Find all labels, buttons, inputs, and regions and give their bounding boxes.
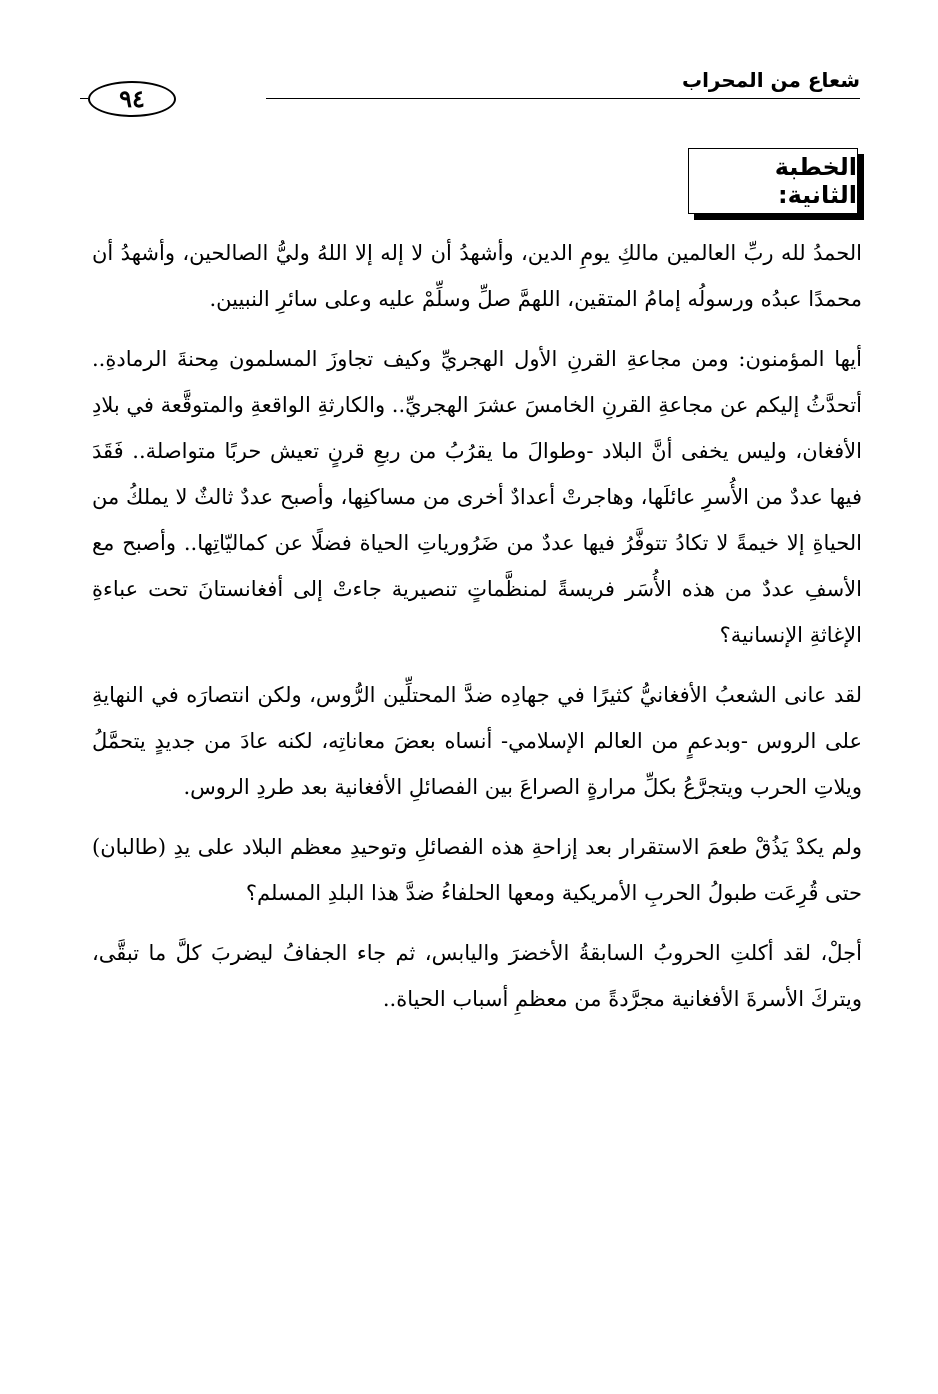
section-heading: الخطبة الثانية: [774, 153, 857, 209]
header-rule [266, 98, 860, 99]
body-text [92, 230, 862, 1036]
header-rule-left [80, 98, 88, 99]
section-heading-box [688, 148, 858, 214]
paragraph: أجلْ، لقد أكلتِ الحروبُ السابقةُ الأخضرَ واليابس، ثم جاء الجفافُ ليضربَ كلَّ ما تبقَّى، ويتركَ الأسرةَ الأفغانية مجرَّدةً من معظمِ أسباب الحياة.. [92, 941, 862, 1011]
paragraph: أيها المؤمنون: ومن مجاعةِ القرنِ الأول الهجريِّ وكيف تجاوزَ المسلمون مِحنةَ الرمادةِ.. أتحدَّثُ إليكم عن مجاعةِ القرنِ الخامسَ عشرَ الهجريِّ.. والكارثةِ الواقعةِ والمتوقَّعة في بلادِ الأفغان، وليس يخفى أنَّ البلاد -وطوالَ ما يقرُبُ من ربعِ قرنٍ تعيش حربًا متواصلة.. فَقَدَ فيها عددٌ من الأُسرِ عائلَها، وهاجرتْ أعدادٌ أخرى من مساكنِها، وأصبح عددٌ ثالثٌ لا يملكُ من الحياةِ إلا خيمةً لا تكادُ تتوفَّرُ فيها عددٌ من ضَرُورياتِ الحياة فضلًا عن كماليّاتِها.. وأصبح مع الأسفِ عددٌ من هذه الأُسَر فريسةً لمنظَّماتٍ تنصيرية جاءتْ إلى أفغانستانَ تحت عباءةِ الإغاثةِ الإنسانية؟ [92, 347, 862, 647]
page-header [80, 60, 860, 113]
paragraph: الحمدُ لله ربِّ العالمين مالكِ يومِ الدين، وأشهدُ أن لا إله إلا اللهُ وليُّ الصالحين، وأشهدُ أن محمدًا عبدُه ورسولُه إمامُ المتقين، اللهمَّ صلِّ وسلِّمْ عليه وعلى سائرِ النبيين. [92, 241, 862, 311]
paragraph: ولم يكدْ يَذُقْ طعمَ الاستقرار بعد إزاحةِ هذه الفصائلِ وتوحيدِ معظم البلاد على يدِ (طالبان) حتى قُرِعَت طبولُ الحربِ الأمريكية ومعها الحلفاءُ ضدَّ هذا البلدِ المسلم؟ [92, 835, 862, 905]
page-number: ٩٤ [88, 81, 176, 117]
paragraph: لقد عانى الشعبُ الأفغانيُّ كثيرًا في جهادِه ضدَّ المحتلِّين الرُّوس، ولكن انتصارَه في النهايةِ على الروس -وبدعمٍ من العالم الإسلامي- أنساه بعضَ معاناتِه، لكنه عادَ من جديدٍ يتحمَّلُ ويلاتِ الحرب ويتجرَّعُ بكلِّ مرارةٍ الصراعَ بين الفصائلِ الأفغانية بعد طردِ الروس. [92, 683, 862, 799]
running-head: شعاع من المحراب [681, 68, 860, 92]
